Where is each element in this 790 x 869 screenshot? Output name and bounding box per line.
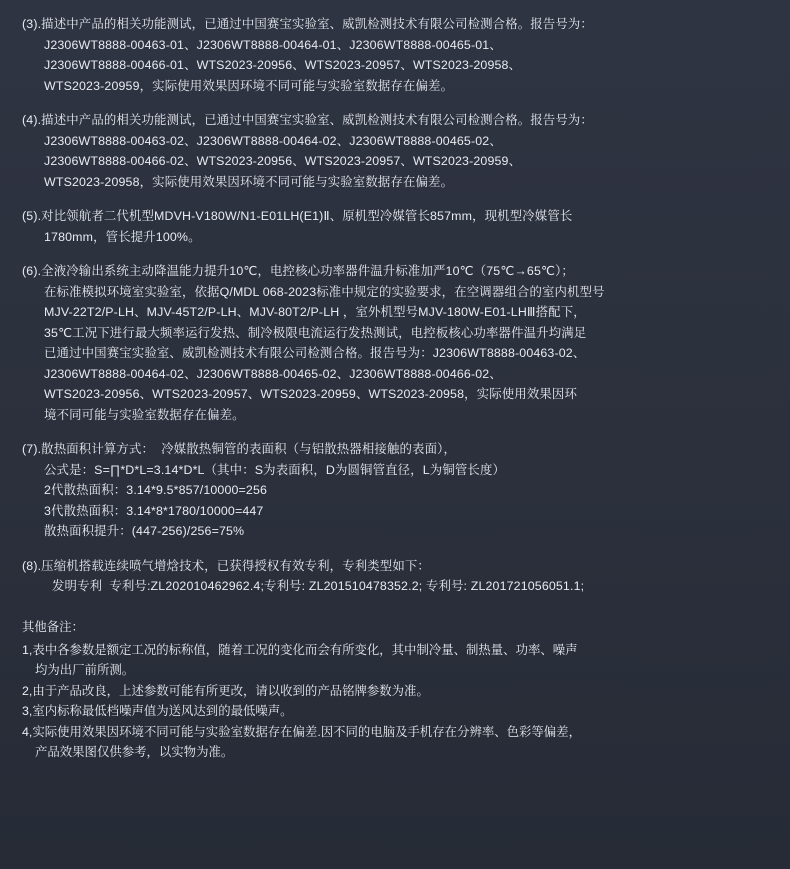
text-line: 在标准模拟环境室实验室，依据Q/MDL 068-2023标准中规定的实验要求，在空调器组合的室内机型号 bbox=[44, 284, 605, 299]
text-line: 3代散热面积：3.14*8*1780/10000=447 bbox=[44, 503, 264, 518]
note-line: 2,由于产品改良，上述参数可能有所更改，请以收到的产品铭牌参数为准。 bbox=[22, 683, 429, 698]
text-line: WTS2023-20956、WTS2023-20957、WTS2023-20959、WTS2023-20958，实际使用效果因环 bbox=[44, 387, 577, 401]
text-line: J2306WT8888-00466-02、WTS2023-20956、WTS2023-20957、WTS2023-20959、 bbox=[44, 154, 522, 168]
section-item-3 bbox=[22, 14, 768, 96]
text-line: J2306WT8888-00464-02、J2306WT8888-00465-02、J2306WT8888-00466-02、 bbox=[44, 366, 502, 381]
text-line: 散热面积提升：(447-256)/256=75% bbox=[44, 524, 245, 538]
text-line: 发明专利 专利号:ZL202010462962.4;专利号: ZL201510478352.2; 专利号: ZL201721056051.1; bbox=[52, 579, 585, 593]
section-item-6 bbox=[22, 261, 768, 425]
note-line: 均为出厂前所测。 bbox=[35, 663, 135, 677]
note-line: 产品效果图仅供参考，以实物为准。 bbox=[35, 745, 234, 759]
text-line: J2306WT8888-00463-01、J2306WT8888-00464-01、J2306WT8888-00465-01、 bbox=[44, 37, 502, 52]
other-notes bbox=[22, 617, 768, 763]
text-line: 公式是：S=∏*D*L=3.14*D*L（其中：S为表面积，D为圆铜管直径，L为铜管长度） bbox=[44, 462, 506, 477]
section-item-4 bbox=[22, 110, 768, 192]
notes-title: 其他备注： bbox=[22, 619, 84, 634]
text-line: (5).对比领航者二代机型MDVH-V180W/N1-E01LH(E1)Ⅱ、原机型冷媒管长857mm，现机型冷媒管长 bbox=[22, 209, 573, 223]
text-line: (8).压缩机搭载连续喷气增焓技术，已获得授权有效专利，专利类型如下： bbox=[22, 558, 430, 573]
note-line: 3,室内标称最低档噪声值为送风达到的最低噪声。 bbox=[22, 704, 293, 718]
text-line: WTS2023-20959，实际使用效果因环境不同可能与实验室数据存在偏差。 bbox=[44, 78, 454, 93]
text-line: J2306WT8888-00466-01、WTS2023-20956、WTS2023-20957、WTS2023-20958、 bbox=[44, 58, 522, 72]
text-line: 已通过中国赛宝实验室、威凯检测技术有限公司检测合格。报告号为：J2306WT8888-00463-02、 bbox=[44, 346, 586, 360]
text-line: 境不同可能与实验室数据存在偏差。 bbox=[44, 407, 245, 422]
text-line: 1780mm，管长提升100%。 bbox=[44, 229, 201, 244]
text-line: (4).描述中产品的相关功能测试，已通过中国赛宝实验室、威凯检测技术有限公司检测合格。报告号为： bbox=[22, 113, 593, 127]
section-item-7 bbox=[22, 439, 768, 542]
section-item-5 bbox=[22, 206, 768, 247]
text-line: (6).全液冷输出系统主动降温能力提升10℃，电控核心功率器件温升标准加严10℃（75℃→65℃）； bbox=[22, 264, 574, 278]
text-line: 2代散热面积：3.14*9.5*857/10000=256 bbox=[44, 483, 268, 497]
text-line: J2306WT8888-00463-02、J2306WT8888-00464-02、J2306WT8888-00465-02、 bbox=[44, 133, 502, 148]
text-line: (3).描述中产品的相关功能测试，已通过中国赛宝实验室、威凯检测技术有限公司检测合格。报告号为： bbox=[22, 17, 593, 31]
text-line: MJV-22T2/P-LH、MJV-45T2/P-LH、MJV-80T2/P-LH ，室外机型号MJV-180W-E01-LHⅢ搭配下， bbox=[44, 305, 586, 319]
section-item-8 bbox=[22, 556, 768, 597]
note-line: 1,表中各参数是额定工况的标称值，随着工况的变化而会有所变化，其中制冷量、制热量、功率、噪声 bbox=[22, 642, 578, 657]
note-line: 4,实际使用效果因环境不同可能与实验室数据存在偏差.因不同的电脑及手机存在分辨率、色彩等偏差， bbox=[22, 724, 581, 739]
text-line: (7).散热面积计算方式： 冷媒散热铜管的表面积（与铝散热器相接触的表面）， bbox=[22, 442, 457, 456]
text-line: WTS2023-20958，实际使用效果因环境不同可能与实验室数据存在偏差。 bbox=[44, 174, 454, 189]
text-line: 35℃工况下进行最大频率运行发热、制冷极限电流运行发热测试，电控板核心功率器件温升均满足 bbox=[44, 325, 587, 340]
